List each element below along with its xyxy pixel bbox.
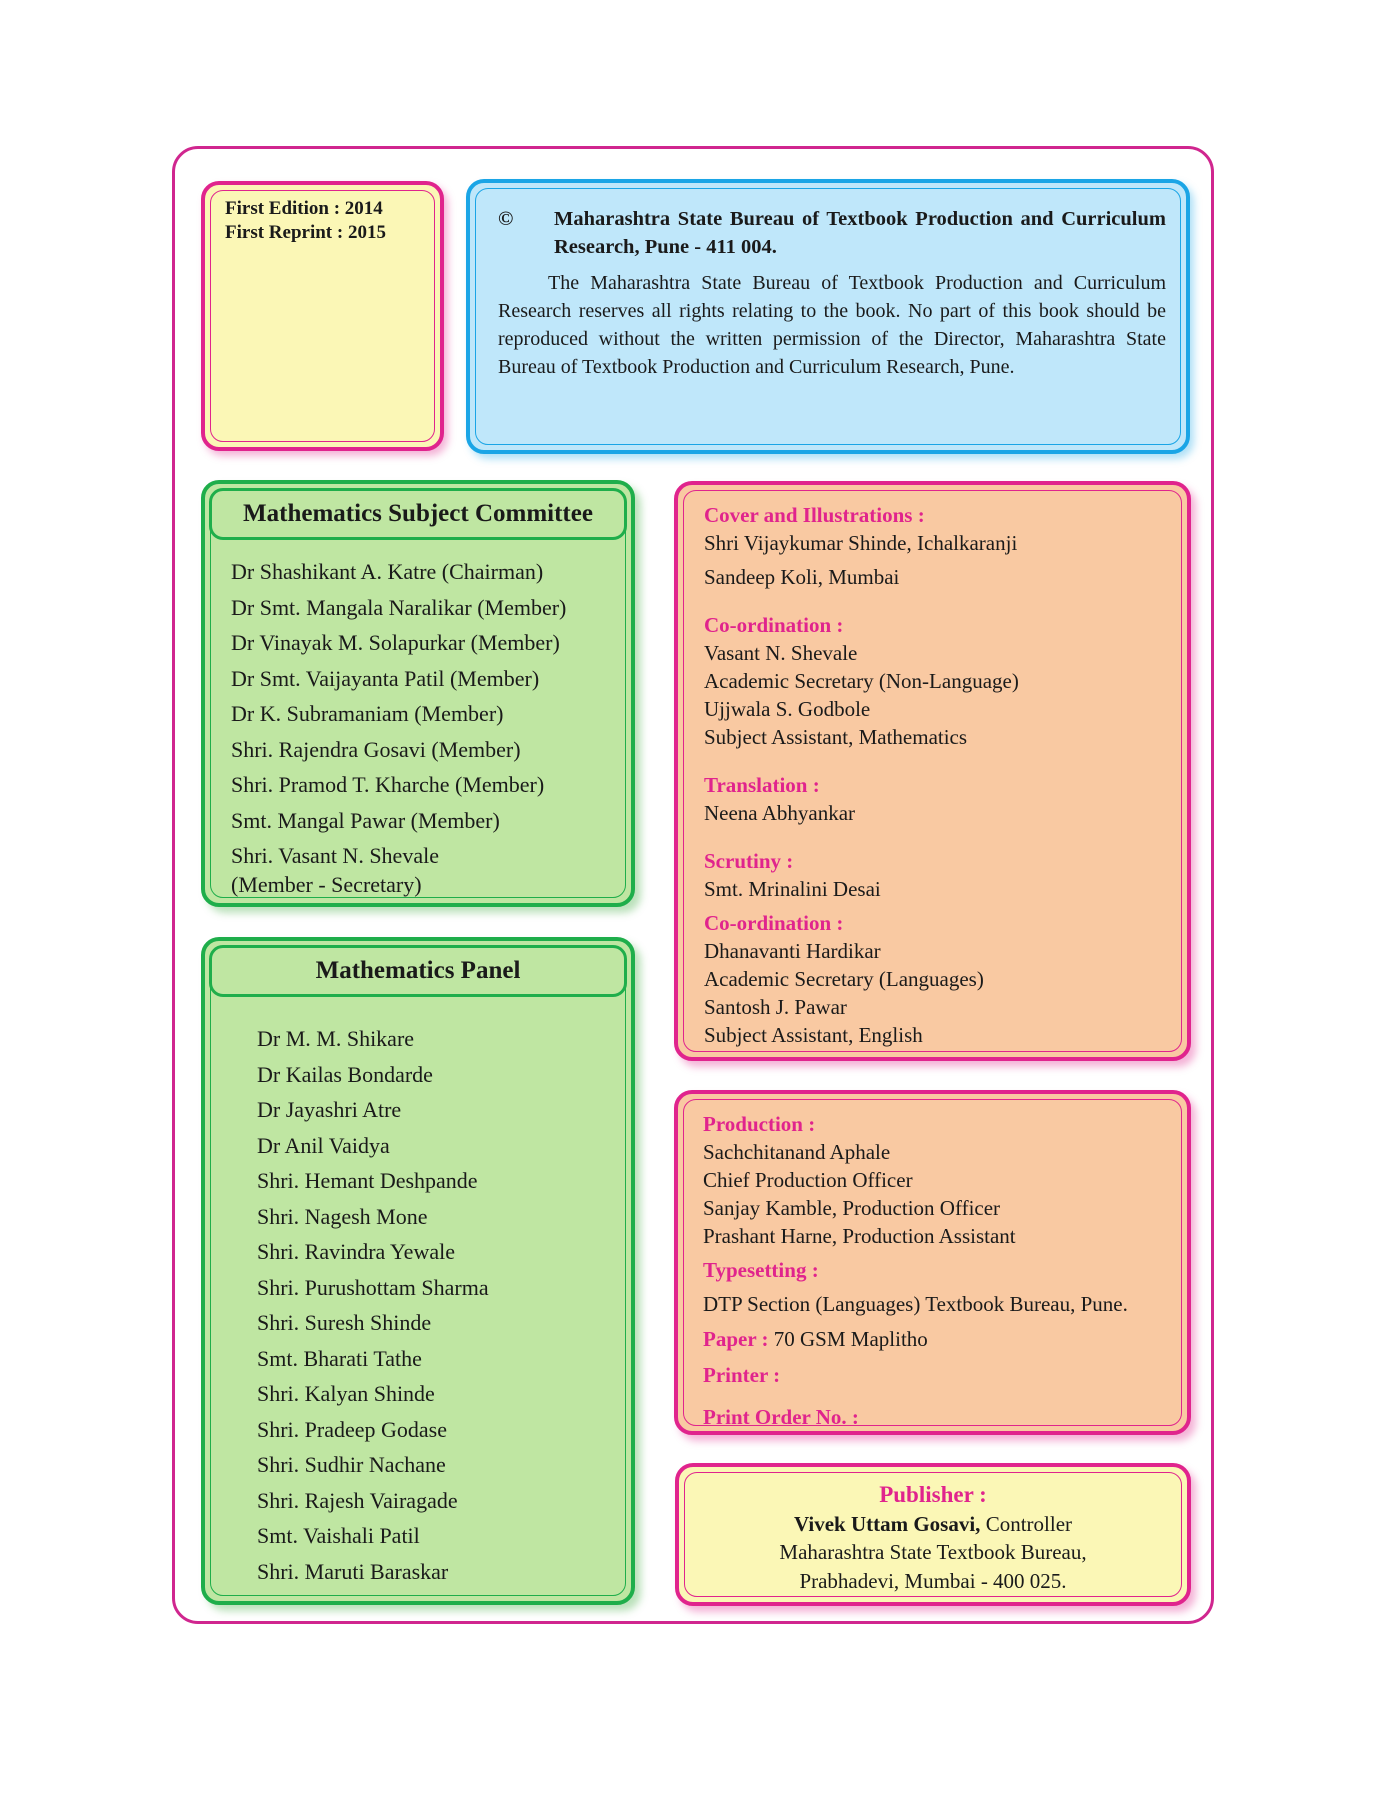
production-credit: Prashant Harne, Production Assistant <box>703 1224 1016 1248</box>
list-item: Dr K. Subramaniam (Member) <box>231 701 504 726</box>
coordination-credit: Academic Secretary (Languages) <box>704 967 984 991</box>
production-label: Production : <box>703 1112 816 1136</box>
translation-credit: Neena Abhyankar <box>704 801 856 825</box>
list-item: Dr Vinayak M. Solapurkar (Member) <box>231 630 560 655</box>
coordination-credit: Vasant N. Shevale <box>704 641 858 665</box>
list-item: Shri. Kalyan Shinde <box>257 1381 435 1406</box>
publisher-org: Maharashtra State Textbook Bureau, <box>779 1540 1087 1564</box>
list-item: Shri. Pramod T. Kharche (Member) <box>231 772 545 797</box>
mathematics-panel-box <box>201 937 635 1605</box>
list-item: Shri. Maruti Baraskar <box>257 1558 449 1584</box>
typesetting-credit: DTP Section (Languages) Textbook Bureau, Pune. <box>703 1292 1128 1316</box>
coordination-label-2: Co-ordination : <box>704 911 844 935</box>
paper-value: 70 GSM Maplitho <box>773 1327 928 1351</box>
coordination-credit: Subject Assistant, Mathematics <box>704 725 968 749</box>
committee-member-list <box>231 554 621 899</box>
list-item: Shri. Pradeep Godase <box>257 1416 448 1442</box>
cover-illustrations-label: Cover and Illustrations : <box>704 503 925 527</box>
list-item: Shri. Suresh Shinde <box>257 1310 432 1335</box>
list-item-secretary <box>231 841 621 899</box>
translation-label: Translation : <box>704 773 820 797</box>
cover-credit: Shri Vijaykumar Shinde, Ichalkaranji <box>704 531 1018 555</box>
first-reprint: First Reprint : 2015 <box>225 222 386 243</box>
scrutiny-credit: Smt. Mrinalini Desai <box>704 877 881 901</box>
list-item: Shri. Rajendra Gosavi (Member) <box>231 736 521 762</box>
production-box <box>674 1090 1191 1435</box>
subject-committee-box <box>201 480 635 907</box>
list-item: Shri. Rajesh Vairagade <box>257 1487 458 1513</box>
list-item: Shri. Sudhir Nachane <box>257 1452 446 1477</box>
printer-label: Printer : <box>703 1363 781 1387</box>
paper-label: Paper : <box>703 1327 769 1351</box>
list-item: Dr Shashikant A. Katre (Chairman) <box>231 559 544 584</box>
list-item: Smt. Vaishali Patil <box>257 1523 420 1548</box>
list-item: Shri. Purushottam Sharma <box>257 1274 489 1300</box>
list-item: Shri. Hemant Deshpande <box>257 1168 478 1193</box>
copyright-heading <box>498 205 1166 261</box>
coordination-label: Co-ordination : <box>704 613 844 637</box>
list-item: Dr Anil Vaidya <box>257 1132 390 1158</box>
publisher-name: Vivek Uttam Gosavi, <box>793 1511 981 1536</box>
cover-credit: Sandeep Koli, Mumbai <box>704 565 900 589</box>
list-item: Shri. Ravindra Yewale <box>257 1239 455 1264</box>
scrutiny-label: Scrutiny : <box>704 849 794 873</box>
panel-member-list <box>257 1021 489 1589</box>
publisher-role: Controller <box>985 1511 1073 1536</box>
list-item: Shri. Nagesh Mone <box>257 1203 428 1229</box>
list-item: Smt. Mangal Pawar (Member) <box>231 807 500 833</box>
copyright-body: The Maharashtra State Bureau of Textbook Production and Curriculum Research reserves all rights relating to the book. No part of this book should be reproduced without the written permission of the Director, Maharashtra State Bureau of Textbook Production and Curriculum Research, Pune. <box>498 272 1166 378</box>
typesetting-label: Typesetting : <box>703 1258 819 1282</box>
list-item: Dr Kailas Bondarde <box>257 1061 433 1087</box>
list-item: Dr Jayashri Atre <box>257 1097 402 1122</box>
secretary-role: (Member - Secretary) <box>231 872 422 897</box>
paper-line <box>703 1324 1177 1354</box>
edition-box <box>201 181 444 451</box>
coordination-credit: Academic Secretary (Non-Language) <box>704 669 1019 693</box>
coordination-credit: Subject Assistant, English <box>704 1023 923 1047</box>
first-edition: First Edition : 2014 <box>225 198 383 219</box>
mathematics-panel-heading: Mathematics Panel <box>209 945 627 997</box>
publisher-name-line <box>679 1510 1187 1539</box>
credits-box <box>674 481 1191 1061</box>
publisher-address: Prabhadevi, Mumbai - 400 025. <box>799 1568 1067 1593</box>
publisher-label: Publisher : <box>879 1482 987 1507</box>
production-credit: Sanjay Kamble, Production Officer <box>703 1196 1001 1220</box>
copyright-title: Maharashtra State Bureau of Textbook Production and Curriculum Research, Pune - 411 004. <box>554 208 1166 258</box>
secretary-name: Shri. Vasant N. Shevale <box>231 843 439 868</box>
coordination-credit: Dhanavanti Hardikar <box>704 939 881 963</box>
subject-committee-heading: Mathematics Subject Committee <box>209 488 627 540</box>
publisher-box <box>675 1463 1191 1606</box>
coordination-credit: Santosh J. Pawar <box>704 995 847 1019</box>
list-item: Dr Smt. Vaijayanta Patil (Member) <box>231 665 540 691</box>
list-item: Dr Smt. Mangala Naralikar (Member) <box>231 594 567 620</box>
list-item: Dr M. M. Shikare <box>257 1026 415 1051</box>
production-credit: Sachchitanand Aphale <box>703 1140 891 1164</box>
copyright-box <box>466 179 1190 454</box>
print-order-label: Print Order No. : <box>703 1405 859 1429</box>
production-credit: Chief Production Officer <box>703 1168 913 1192</box>
coordination-credit: Ujjwala S. Godbole <box>704 697 871 721</box>
list-item: Smt. Bharati Tathe <box>257 1345 422 1371</box>
copyright-icon: © <box>498 208 514 230</box>
